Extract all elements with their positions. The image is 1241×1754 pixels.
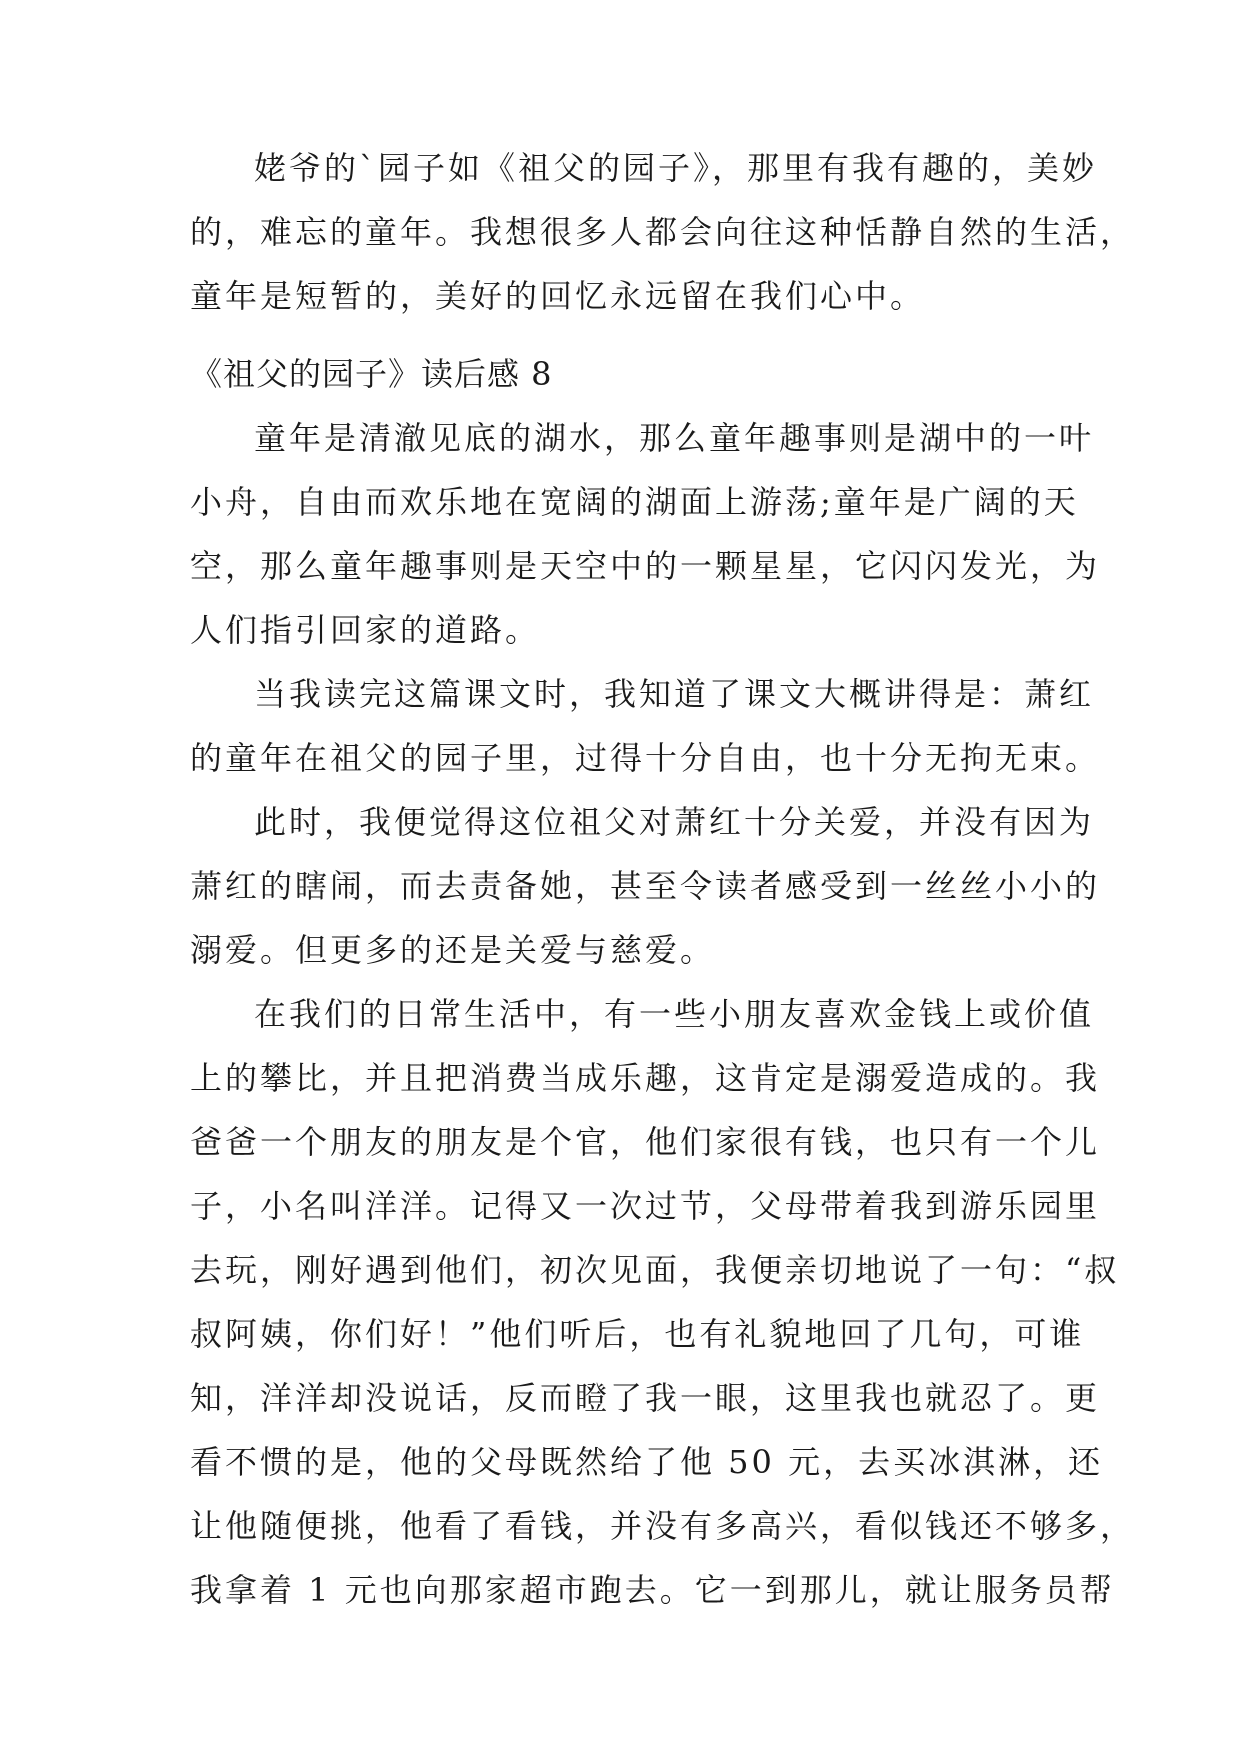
text-line: 此时，我便觉得这位祖父对萧红十分关爱，并没有因为 [254, 803, 1095, 841]
text-line: 知，洋洋却没说话，反而瞪了我一眼，这里我也就忍了。更 [190, 1379, 1101, 1417]
text-line: 空，那么童年趣事则是天空中的一颗星星，它闪闪发光，为 [190, 547, 1101, 585]
paragraph-1 [190, 406, 1101, 662]
text-line: 去玩，刚好遇到他们，初次见面，我便亲切地说了一句：“叔 [190, 1251, 1120, 1289]
text-line: 子，小名叫洋洋。记得又一次过节，父母带着我到游乐园里 [190, 1187, 1101, 1225]
text-line: 当我读完这篇课文时，我知道了课文大概讲得是：萧红 [254, 675, 1095, 713]
text-line: 爸爸一个朋友的朋友是个官，他们家很有钱，也只有一个儿 [190, 1123, 1101, 1161]
text-line: 童年是短暂的，美好的回忆永远留在我们心中。 [190, 277, 926, 315]
paragraph-4 [190, 982, 1136, 1622]
text-line: 姥爷的`园子如《祖父的园子》，那里有我有趣的，美妙 [254, 149, 1098, 187]
text-line: 的童年在祖父的园子里，过得十分自由，也十分无拘无束。 [190, 739, 1101, 777]
section-title: 《祖父的园子》读后感 8 [190, 355, 553, 393]
text-line: 在我们的日常生活中，有一些小朋友喜欢金钱上或价值 [254, 995, 1095, 1033]
text-line: 看不惯的是，他的父母既然给了他 50 元，去买冰淇淋，还 [190, 1443, 1104, 1481]
text-line: 让他随便挑，他看了看钱，并没有多高兴，看似钱还不够多， [190, 1507, 1136, 1545]
text-line: 小舟，自由而欢乐地在宽阔的湖面上游荡;童年是广阔的天 [190, 483, 1079, 521]
paragraph-2 [190, 662, 1101, 790]
paragraph-3 [190, 790, 1101, 982]
text-line: 人们指引回家的道路。 [190, 611, 541, 649]
text-line: 溺爱。但更多的还是关爱与慈爱。 [190, 931, 716, 969]
text-line: 叔阿姨，你们好！”他们听后，也有礼貌地回了几句，可谁 [190, 1315, 1085, 1353]
text-line: 萧红的瞎闹，而去责备她，甚至令读者感受到一丝丝小小的 [190, 867, 1101, 905]
text-line: 的，难忘的童年。我想很多人都会向往这种恬静自然的生活， [190, 213, 1136, 251]
intro-paragraph [190, 136, 1136, 328]
text-line: 上的攀比，并且把消费当成乐趣，这肯定是溺爱造成的。我 [190, 1059, 1101, 1097]
text-line: 童年是清澈见底的湖水，那么童年趣事则是湖中的一叶 [254, 419, 1095, 457]
text-line: 我拿着 1 元也向那家超市跑去。它一到那儿，就让服务员帮 [190, 1571, 1115, 1609]
